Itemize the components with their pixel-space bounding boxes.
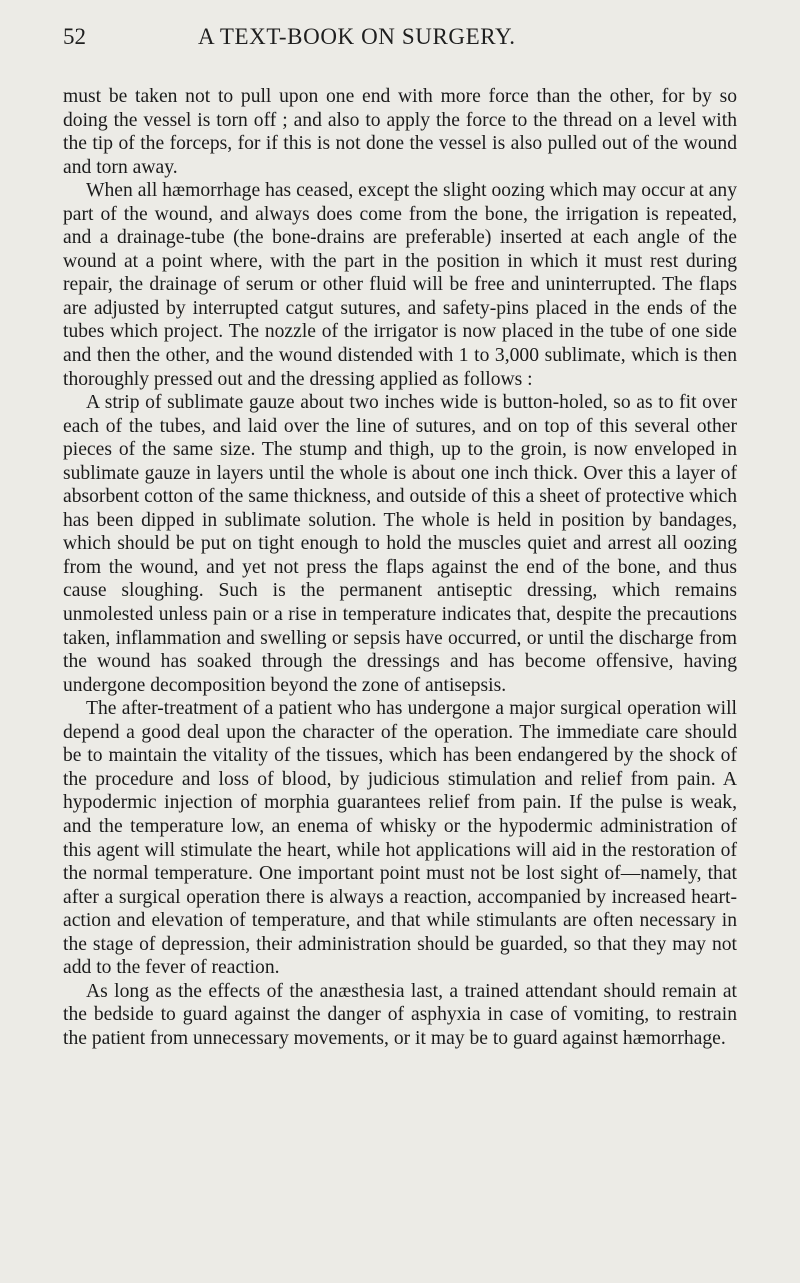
paragraph-after-treatment: The after-treatment of a patient who has undergone a major surgical operation will depend a good deal upon the character of the operation. The immediate care should be to maintain the vitality of the tissues, which has been endangered by the shock of the procedure and loss of blood, by judicious stimulation and relief from pain. A hypodermic injection of morphia guarantees relief from pain. If the pulse is weak, and the temperature low, an enema of whisky or the hypodermic administration of this agent will stimulate the heart, while hot applications will aid in the restoration of the normal temperature. One important point must not be lost sight of—namely, that after a surgical operation there is always a reaction, accompanied by increased heart-action and elevation of temperature, and that while stimulants are often necessary in the stage of depression, their administration should be guarded, so that they may not add to the fever of reaction.	[63, 698, 737, 979]
page-number: 52	[63, 24, 86, 49]
page-header	[0, 21, 800, 57]
paragraph-haemorrhage-drainage: When all hæmorrhage has ceased, except the slight oozing which may occur at any part of the wound, and always does come from the bone, the irrigation is repeated, and a drainage-tube (the bone-drains are preferable) inserted at each angle of the wound at a point where, with the part in the position in which it must rest during repair, the drainage of serum or other fluid will be free and uninterrupted. The flaps are adjusted by interrupted catgut sutures, and safety-pins placed in the ends of the tubes which project. The nozzle of the irrigator is now placed in the tube of one side and then the other, and the wound distended with 1 to 3,000 sublimate, which is then thoroughly pressed out and the dressing applied as follows :	[63, 180, 737, 390]
paragraph-continuation: must be taken not to pull upon one end with more force than the other, for by so doing the vessel is torn off ; and also to apply the force to the thread on a level with the tip of the forceps, for if this is not done the vessel is also pulled out of the wound and torn away.	[63, 86, 737, 178]
paragraph-dressing: A strip of sublimate gauze about two inches wide is button-holed, so as to fit over each of the tubes, and laid over the line of sutures, and on top of this several other pieces of the same size. The stump and thigh, up to the groin, is now enveloped in sublimate gauze in layers until the whole is about one inch thick. Over this a layer of absorbent cotton of the same thickness, and outside of this a sheet of protective which has been dipped in sublimate solution. The whole is held in position by bandages, which should be put on tight enough to hold the muscles quiet and arrest all oozing from the wound, and yet not press the flaps against the end of the bone, and thus cause sloughing. Such is the permanent antiseptic dressing, which remains unmolested unless pain or a rise in temperature indicates that, despite the precautions taken, inflammation and swelling or sepsis have occurred, or until the discharge from the wound has soaked through the dressings and has become offensive, having undergone decomposition beyond the zone of antisepsis.	[63, 392, 737, 696]
paragraph-anaesthesia: As long as the effects of the anæsthesia last, a trained attendant should remain at the bedside to guard against the danger of asphyxia in case of vomiting, to restrain the patient from unnecessary movements, or it may be to guard against hæmorrhage.	[63, 980, 737, 1049]
running-head: A TEXT-BOOK ON SURGERY.	[198, 24, 516, 49]
body-text	[63, 85, 737, 1050]
